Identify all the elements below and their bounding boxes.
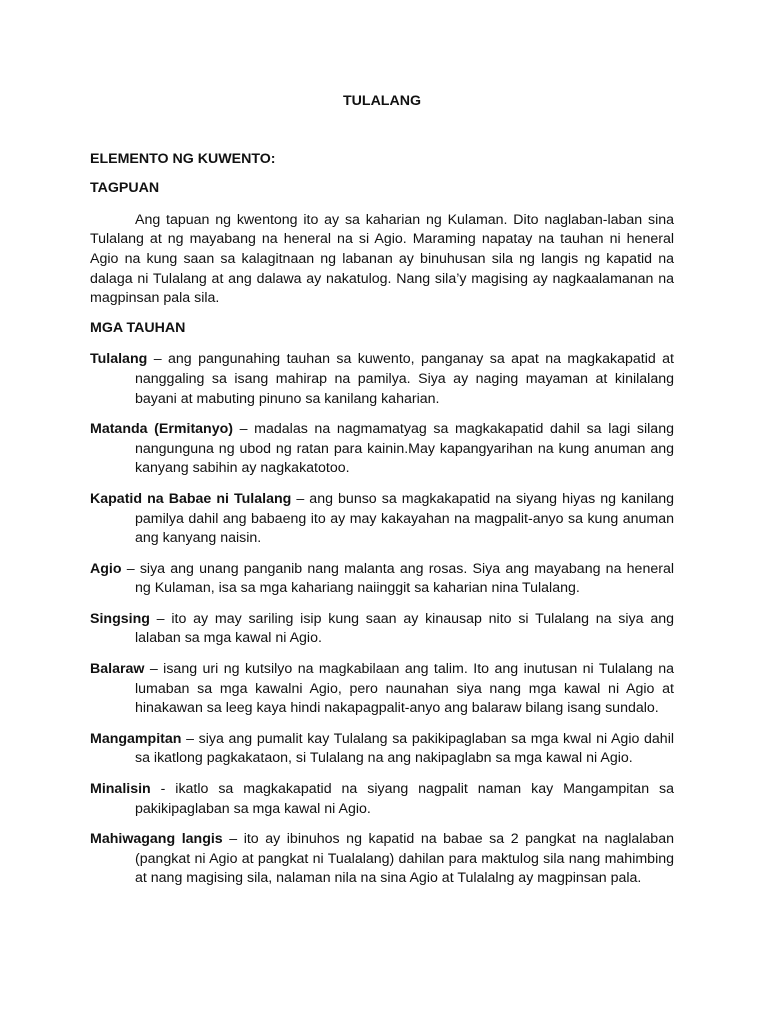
tauhan-entry-tulalang: [90, 350, 674, 409]
tagpuan-paragraph: Ang tapuan ng kwentong ito ay sa kaharian ng Kulaman. Dito naglaban-laban sina Tulalang at ng mayabang na heneral na si Agio. Maraming napatay na tauhan ni heneral Agio na kung saan sa kalagitnaan ng labanan ay binuhusan sila ng langis ng kapatid na dalaga ni Tulalang at ang dalawa ay nakatulog. Nang sila’y magising ay nagkaalamanan na magpinsan pala sila.: [90, 211, 674, 307]
tauhan-term: Agio: [90, 560, 122, 577]
tauhan-desc: – siya ang unang panganib nang malanta ang rosas. Siya ang mayabang na heneral ng Kulaman, isa sa mga kahariang naiinggit sa kaharian nina Tulalang.: [121, 560, 674, 597]
tauhan-entry-mangampitan: [90, 730, 674, 769]
tauhan-entry-balaraw: [90, 660, 674, 719]
heading-tagpuan: TAGPUAN: [90, 180, 160, 197]
tauhan-desc: – ito ay ibinuhos ng kapatid na babae sa 2 pangkat na naglalaban (pangkat ni Agio at pangkat ni Tualalang) dahilan para maktulog sila nang mahimbing at nang magising sila, nalaman nila na sina Agio at Tulalalng ay magpinsan pala.: [135, 831, 674, 887]
heading-tauhan: MGA TAUHAN: [90, 319, 186, 336]
tauhan-term: Mangampitan: [90, 730, 182, 747]
tauhan-desc: - ikatlo sa magkakapatid na siyang nagpalit naman kay Mangampitan sa pakikipaglaban sa mga kawal ni Agio.: [135, 781, 674, 817]
document-title: TULALANG: [342, 93, 422, 109]
tauhan-desc: – ang bunso sa magkakapatid na siyang hiyas ng kanilang pamilya dahil ang babaeng ito ay may kakayahan na magpalit-anyo sa kung anuman ang kanyang naisin.: [135, 490, 674, 547]
tauhan-desc: – ito ay may sariling isip kung saan ay kinausap nito si Tulalang na siya ang lalaban sa mga kawal ni Agio.: [135, 610, 674, 647]
tauhan-entry-agio: [90, 560, 674, 599]
tauhan-entry-singsing: [90, 610, 674, 649]
heading-elemento: ELEMENTO NG KUWENTO:: [90, 150, 276, 167]
tauhan-term: Tulalang: [90, 351, 148, 368]
tauhan-entry-mahiwagang-langis: [90, 830, 674, 889]
document-page: [90, 92, 674, 900]
tauhan-term: Mahiwagang langis: [90, 831, 223, 848]
tauhan-term: Kapatid na Babae ni Tulalang: [90, 490, 292, 507]
tauhan-entry-kapatid: [90, 490, 674, 549]
tauhan-desc: – isang uri ng kutsilyo na magkabilaan ang talim. Ito ang inutusan ni Tulalang na lumaban sa mga kawalni Agio, pero naunahan siya nang mga kawal ni Agio at hinakawan sa leeg kaya hindi nakapagpalit-anyo ang balaraw bilang isang sundalo.: [135, 661, 674, 717]
tauhan-term: Balaraw: [90, 661, 145, 678]
tauhan-term: Singsing: [90, 610, 150, 627]
tauhan-entry-minalisin: [90, 780, 674, 819]
tauhan-entry-matanda: [90, 420, 674, 479]
tauhan-desc: – madalas na nagmamatyag sa magkakapatid dahil sa lagi silang nangunguna ng ubod ng ratan para kainin.May kapangyarihan na kung anuman ang kanyang sabihin ay nagkakatotoo.: [135, 421, 674, 477]
tauhan-desc: – ang pangunahing tauhan sa kuwento, panganay sa apat na magkakapatid at nanggaling sa isang mahirap na pamilya. Siya ay naging mayaman at kinilalang bayani at mabuting pinuno sa kanilang kaharian.: [135, 351, 674, 407]
tauhan-desc: – siya ang pumalit kay Tulalang sa pakikipaglaban sa mga kwal ni Agio dahil sa ikatlong pagkakataon, si Tulalang na ang nakipaglabn sa mga kawal ni Agio.: [135, 730, 674, 767]
tauhan-term: Matanda (Ermitanyo): [90, 421, 234, 438]
tauhan-term: Minalisin: [90, 781, 151, 798]
